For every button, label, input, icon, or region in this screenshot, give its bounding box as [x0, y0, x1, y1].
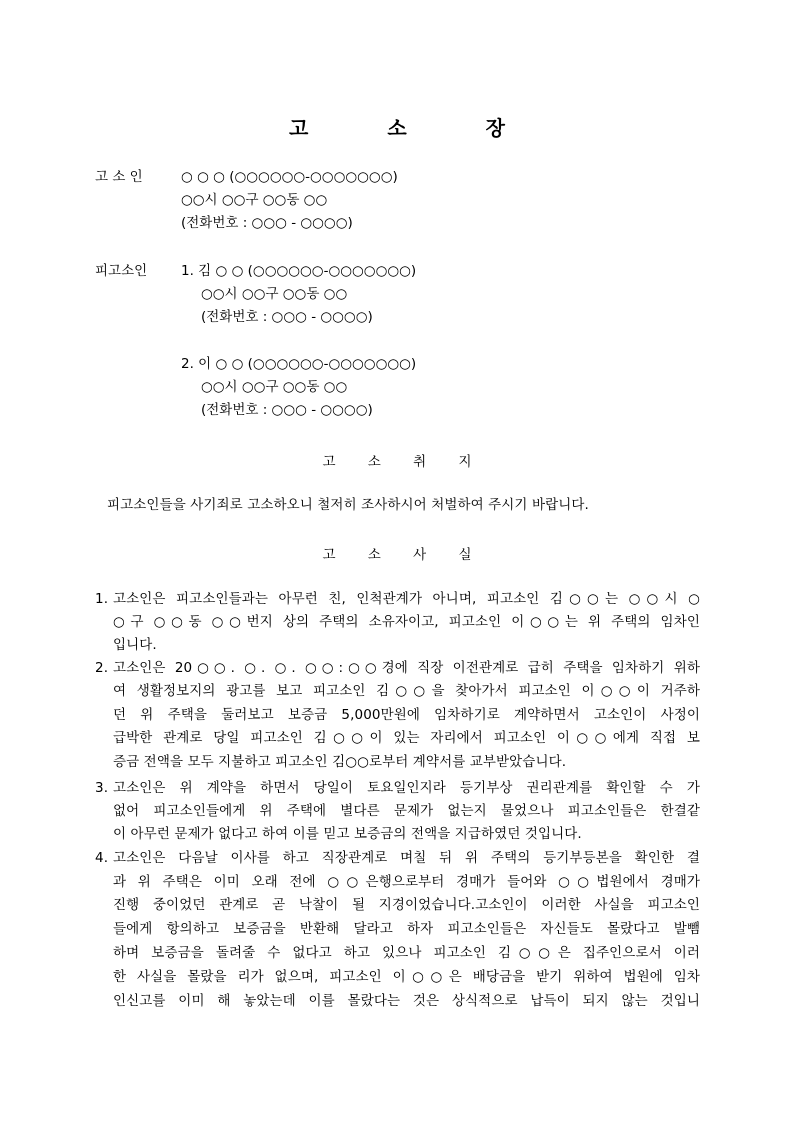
- complainant-name: ○ ○ ○ (○○○○○○-○○○○○○○): [181, 169, 398, 185]
- fact-2-number: 2.: [95, 660, 109, 676]
- fact-2-line: 여 생활정보지의 광고를 보고 피고소인 김○○을 찾아가서 피고소인 이○○이 거주하: [113, 683, 700, 699]
- facts-heading: 고 소 사 실: [322, 547, 486, 563]
- fact-4-line: 인신고를 이미 해 놓았는데 이를 몰랐다는 것은 상식적으로 납득이 되지 않는 것입니: [113, 993, 700, 1009]
- fact-2-line: 던 위 주택을 둘러보고 보증금 5,000만원에 임차하기로 계약하면서 고소인이 사정이: [113, 707, 700, 723]
- fact-1-line: 입니다.: [113, 637, 157, 653]
- fact-1-line: 고소인은 피고소인들과는 아무런 친, 인척관계가 아니며, 피고소인 김○○는 ○○시 ○: [113, 591, 700, 607]
- defendant-2-address: ○○시 ○○구 ○○동 ○○: [201, 379, 348, 395]
- complainant-phone: (전화번호 : ○○○ - ○○○○): [181, 215, 353, 231]
- fact-4-line: 진행 중이었던 관계로 곧 낙찰이 될 지경이었습니다.고소인이 이러한 사실을 피고소인: [113, 897, 700, 913]
- purpose-heading: 고 소 취 지: [322, 454, 486, 470]
- fact-2-line: 증금 전액을 모두 지불하고 피고소인 김○○로부터 계약서를 교부받았습니다.: [113, 754, 567, 770]
- defendant-2-phone: (전화번호 : ○○○ - ○○○○): [201, 402, 373, 418]
- fact-4-line: 하며 보증금을 돌려줄 수 없다고 하고 있으나 피고소인 김○○은 집주인으로서 이러: [113, 945, 700, 961]
- defendant-2-name: 2. 이 ○ ○ (○○○○○○-○○○○○○○): [181, 356, 417, 372]
- defendants-label: 피고소인: [95, 263, 148, 279]
- defendant-1-name: 1. 김 ○ ○ (○○○○○○-○○○○○○○): [181, 263, 417, 279]
- fact-1-line: ○구 ○○동 ○○번지 상의 주택의 소유자이고, 피고소인 이○○는 위 주택의 임차인: [113, 614, 700, 630]
- fact-2-line: 급박한 관계로 당일 피고소인 김○○이 있는 자리에서 피고소인 이○○에게 직접 보: [113, 730, 700, 746]
- defendant-1-address: ○○시 ○○구 ○○동 ○○: [201, 286, 348, 302]
- fact-4-line: 과 위 주택은 이미 오래 전에 ○○은행으로부터 경매가 들어와 ○○법원에서 경매가: [113, 874, 700, 890]
- fact-4-line: 한 사실을 몰랐을 리가 없으며, 피고소인 이○○은 배당금을 받기 위하여 법원에 임차: [113, 969, 700, 985]
- fact-2-line: 고소인은 20○○. ○. ○. ○○:○○경에 직장 이전관계로 급히 주택을 임차하기 위하: [113, 660, 700, 676]
- fact-3-line: 없어 피고소인들에게 위 주택에 별다른 문제가 없는지 물었으나 피고소인들은 한결같: [113, 803, 700, 819]
- purpose-text: 피고소인들을 사기죄로 고소하오니 철저히 조사하시어 처벌하여 주시기 바랍니다.: [107, 497, 589, 513]
- fact-4-number: 4.: [95, 850, 109, 866]
- document-title: 고 소 장: [289, 116, 541, 140]
- fact-3-line: 고소인은 위 계약을 하면서 당일이 토요일인지라 등기부상 권리관계를 확인할 수 가: [113, 780, 700, 796]
- fact-4-line: 고소인은 다음날 이사를 하고 직장관계로 며칠 뒤 위 주택의 등기부등본을 확인한 결: [113, 850, 700, 866]
- fact-1-number: 1.: [95, 591, 109, 607]
- fact-3-line: 이 아무런 문제가 없다고 하여 이를 믿고 보증금의 전액을 지급하였던 것입니다.: [113, 826, 582, 842]
- defendant-1-phone: (전화번호 : ○○○ - ○○○○): [201, 309, 373, 325]
- fact-4-line: 들에게 항의하고 보증금을 반환해 달라고 하자 피고소인들은 자신들도 몰랐다고 발뺌: [113, 921, 700, 937]
- complainant-address: ○○시 ○○구 ○○동 ○○: [181, 192, 328, 208]
- fact-3-number: 3.: [95, 780, 109, 796]
- complainant-label: 고 소 인: [95, 169, 143, 185]
